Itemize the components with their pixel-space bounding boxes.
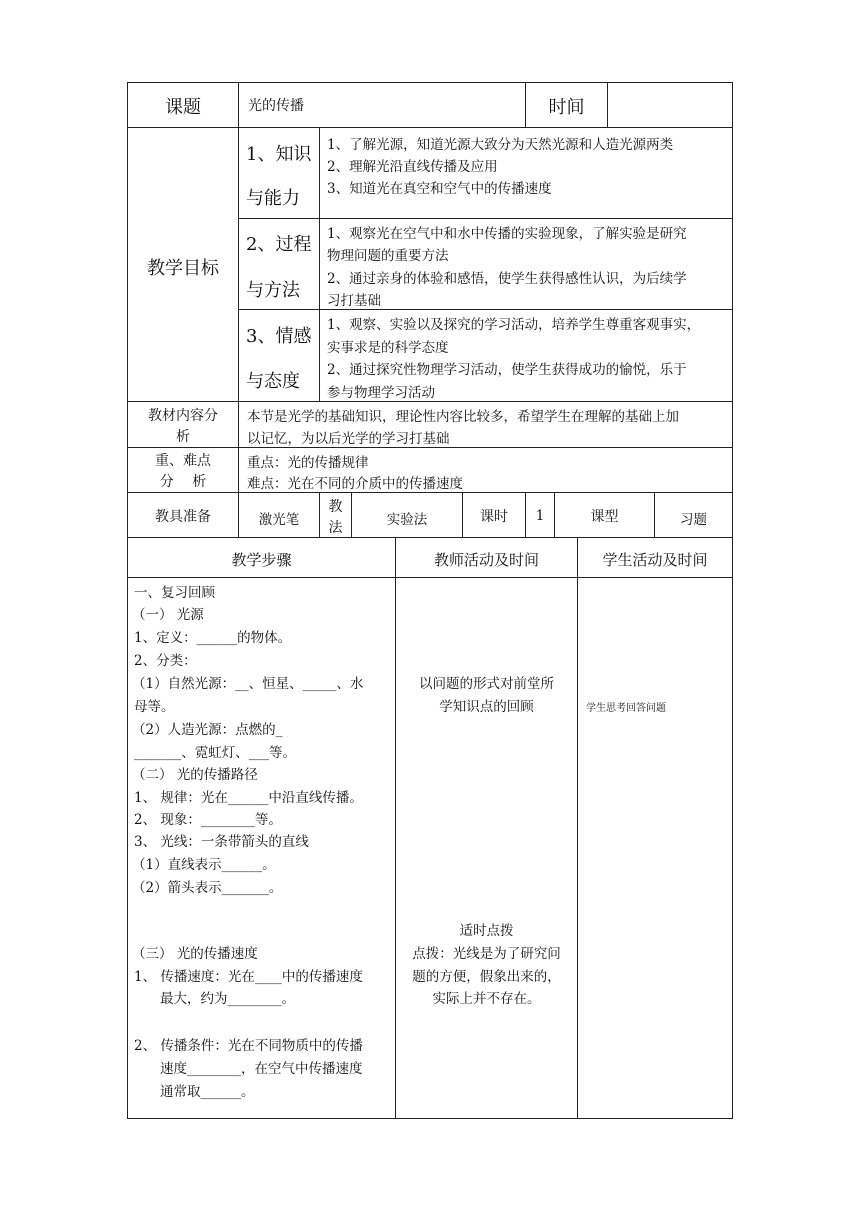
method-value: 实验法	[386, 512, 428, 528]
teacher-hint-line: 点拨：光线是为了研究问	[412, 946, 561, 962]
student-activity-text: 学生思考回答问题	[586, 703, 666, 714]
analysis-line: 以记忆，为以后光学的学习打基础	[247, 431, 450, 447]
step-line: 2、分类：	[134, 653, 197, 669]
emotion-line: 2、通过探究性物理学习活动，使学生获得成功的愉悦，乐于	[327, 362, 687, 378]
step-line: 1、定义：______的物体。	[134, 630, 292, 646]
knowledge-label-line2: 与能力	[246, 188, 300, 209]
step-line: （1）自然光源：__、恒星、_____、水	[132, 676, 364, 692]
method-label-line1: 教	[328, 499, 343, 515]
key-point-text: 重点：光的传播规律	[247, 455, 369, 471]
teacher-hint-title: 适时点拨	[459, 923, 514, 939]
difficult-point-text: 难点：光在不同的介质中的传播速度	[247, 476, 463, 492]
teacher-header: 教师活动及时间	[433, 551, 539, 569]
student-body-cell	[577, 577, 733, 1119]
step-line: 2、 传播条件：光在不同物质中的传播	[134, 1038, 363, 1054]
step-line: 1、 传播速度：光在____中的传播速度	[134, 969, 363, 985]
step-line: （一） 光源	[132, 607, 204, 623]
process-line: 习打基础	[327, 293, 381, 309]
step-line: 通常取______。	[160, 1084, 255, 1100]
keypoints-label-line2: 分 析	[159, 474, 207, 490]
step-line: （2）箭头表示_______。	[132, 880, 283, 896]
emotion-line: 实事求是的科学态度	[327, 340, 449, 356]
teacher-review-line1: 以问题的形式对前堂所	[419, 676, 554, 692]
knowledge-item: 1、了解光源，知道光源大致分为天然光源和人造光源两类	[327, 137, 674, 153]
process-line: 2、通过亲身的体验和感悟，使学生获得感性认识，为后续学	[327, 271, 687, 287]
topic-label: 课题	[165, 97, 201, 118]
topic-value: 光的传播	[248, 98, 304, 114]
step-line: （三） 光的传播速度	[132, 946, 258, 962]
hours-value: 1	[535, 508, 545, 524]
objectives-label: 教学目标	[147, 258, 219, 279]
type-value: 习题	[680, 512, 707, 528]
step-line: （二） 光的传播路径	[132, 767, 258, 783]
step-line: 最大，约为________。	[160, 991, 295, 1007]
method-label-line2: 法	[328, 520, 343, 536]
steps-header: 教学步骤	[231, 551, 292, 569]
process-line: 1、观察光在空气中和水中传播的实验现象，了解实验是研究	[327, 226, 687, 242]
process-label-line2: 与方法	[246, 280, 300, 301]
emotion-label-line2: 与态度	[246, 371, 300, 392]
keypoints-label-line1: 重、难点	[155, 453, 211, 469]
emotion-line: 参与物理学习活动	[327, 385, 435, 401]
time-value-cell	[607, 82, 733, 128]
analysis-label-line1: 教材内容分	[148, 408, 218, 424]
analysis-label-line2: 析	[176, 429, 190, 445]
step-line: 一、复习回顾	[134, 585, 215, 601]
step-line: _______、霓虹灯、___等。	[134, 745, 296, 761]
emotion-line: 1、观察、实验以及探究的学习活动，培养学生尊重客观事实，	[327, 317, 701, 333]
tools-label: 教具准备	[155, 509, 211, 525]
step-line: 速度________，在空气中传播速度	[160, 1061, 363, 1077]
step-line: 1、 规律：光在______中沿直线传播。	[134, 790, 363, 806]
teacher-hint-line: 题的方便，假象出来的，	[412, 969, 561, 985]
teacher-body-cell	[395, 577, 578, 1119]
tools-value: 激光笔	[258, 512, 300, 528]
emotion-label-line1: 3、情感	[246, 326, 312, 347]
student-header: 学生活动及时间	[602, 551, 708, 569]
step-line: 2、 现象：________等。	[134, 812, 282, 828]
teacher-review-line2: 学知识点的回顾	[439, 699, 534, 715]
step-line: 3、 光线：一条带箭头的直线	[134, 834, 309, 850]
type-label: 课型	[590, 509, 619, 525]
analysis-line: 本节是光学的基础知识，理论性内容比较多，希望学生在理解的基础上加	[247, 409, 679, 425]
process-line: 物理问题的重要方法	[327, 248, 449, 264]
time-label: 时间	[548, 97, 585, 118]
knowledge-item: 3、知道光在真空和空气中的传播速度	[327, 181, 552, 197]
knowledge-label-line1: 1、知识	[246, 144, 312, 165]
process-label-line1: 2、过程	[246, 234, 312, 255]
step-line: （1）直线表示______。	[132, 857, 276, 873]
hours-label: 课时	[480, 509, 508, 525]
teacher-hint-line: 实际上并不存在。	[432, 991, 541, 1007]
step-line: （2）人造光源：点燃的_	[132, 722, 283, 738]
step-line: 母等。	[134, 699, 175, 715]
knowledge-item: 2、理解光沿直线传播及应用	[327, 159, 498, 175]
